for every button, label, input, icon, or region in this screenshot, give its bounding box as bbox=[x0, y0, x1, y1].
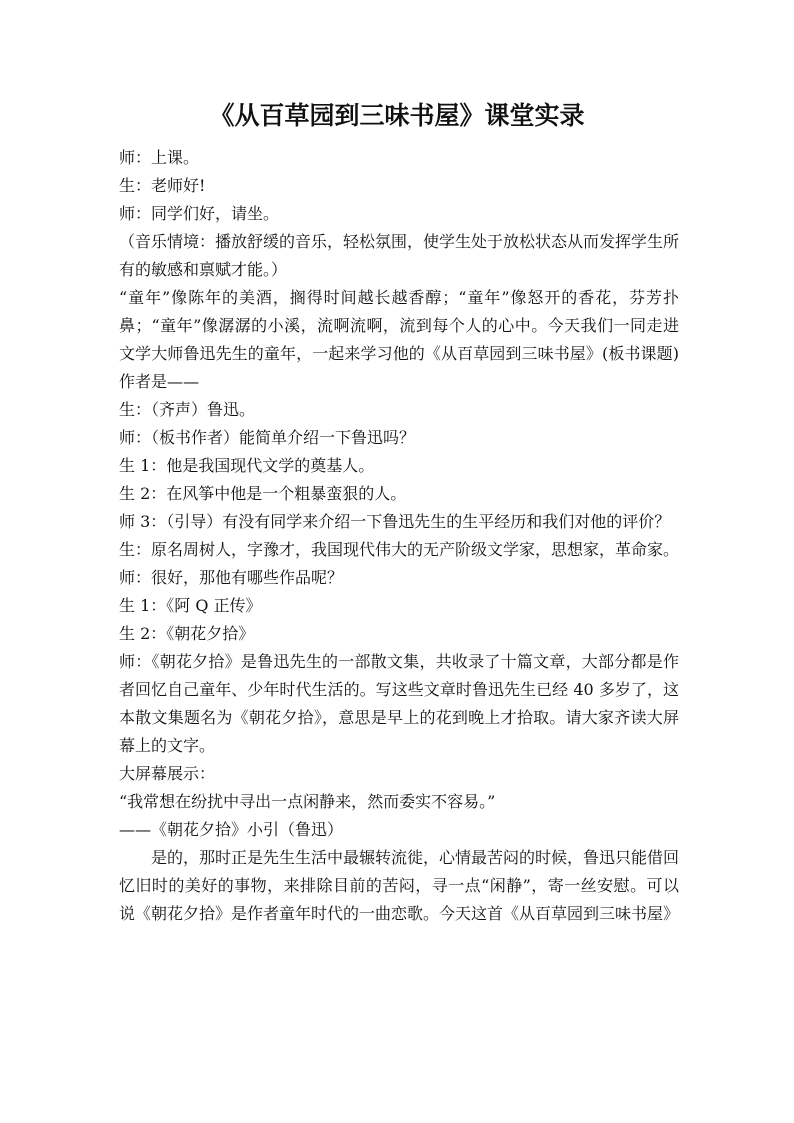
dialogue-line: 生 2：《朝花夕拾》 bbox=[119, 624, 255, 643]
screen-label: 大屏幕展示： bbox=[119, 764, 216, 783]
dialogue-line: 生 1：他是我国现代文学的奠基人。 bbox=[119, 456, 375, 475]
document-body bbox=[119, 144, 679, 928]
dialogue-line: 生 2：在风筝中他是一个粗暴蛮狠的人。 bbox=[119, 484, 407, 503]
document-title: 《从百草园到三味书屋》课堂实录 bbox=[209, 101, 585, 130]
quote-source: ——《朝花夕拾》小引（鲁迅） bbox=[119, 820, 344, 839]
dialogue-line: 师 3：（引导）有没有同学来介绍一下鲁迅先生的生平经历和我们对他的评价？ bbox=[119, 512, 671, 531]
dialogue-line: 生：原名周树人，字豫才，我国现代伟大的无产阶级文学家，思想家，革命家。 bbox=[119, 540, 679, 559]
dialogue-line: 生 1：《阿 Q 正传》 bbox=[119, 596, 262, 615]
dialogue-line: 生：（齐声）鲁迅。 bbox=[119, 400, 256, 419]
dialogue-line: 生：老师好! bbox=[119, 176, 206, 195]
dialogue-line: 师：很好，那他有哪些作品呢？ bbox=[119, 568, 344, 587]
dialogue-line: 师：上课。 bbox=[119, 148, 200, 167]
stage-note: （音乐情境：播放舒缓的音乐，轻松氛围，使学生处于放松状态从而发挥学生所有的敏感和禀赋才能。） bbox=[119, 232, 680, 279]
dialogue-line: 师：同学们好，请坐。 bbox=[119, 204, 280, 223]
quote-text: “我常想在纷扰中寻出一点闲静来，然而委实不容易。” bbox=[119, 792, 496, 811]
intro-paragraph: “童年”像陈年的美酒，搁得时间越长越香醇；“童年”像怒开的香花，芬芳扑鼻；“童年”像潺潺的小溪，流啊流啊，流到每个人的心中。今天我们一同走进文学大师鲁迅先生的童年，一起来学习他的《从百草园到三味书屋》(板书课题)作者是—— bbox=[119, 288, 679, 391]
dialogue-line: 师：（板书作者）能简单介绍一下鲁迅吗？ bbox=[119, 428, 416, 447]
closing-paragraph: 是的，那时正是先生生活中最辗转流徙，心情最苦闷的时候，鲁迅只能借回忆旧时的美好的事物，来排除目前的苦闷，寻一点“闲静”，寄一丝安慰。可以说《朝花夕拾》是作者童年时代的一曲恋歌。今天这首《从百草园到三味书屋》 bbox=[119, 848, 680, 923]
teacher-paragraph: 师：《朝花夕拾》是鲁迅先生的一部散文集，共收录了十篇文章，大部分都是作者回忆自己童年、少年时代生活的。写这些文章时鲁迅先生已经 40 多岁了，这本散文集题名为《朝花夕拾》，意思是早上的花到晚上才拾取。请大家齐读大屏幕上的文字。 bbox=[119, 652, 679, 755]
